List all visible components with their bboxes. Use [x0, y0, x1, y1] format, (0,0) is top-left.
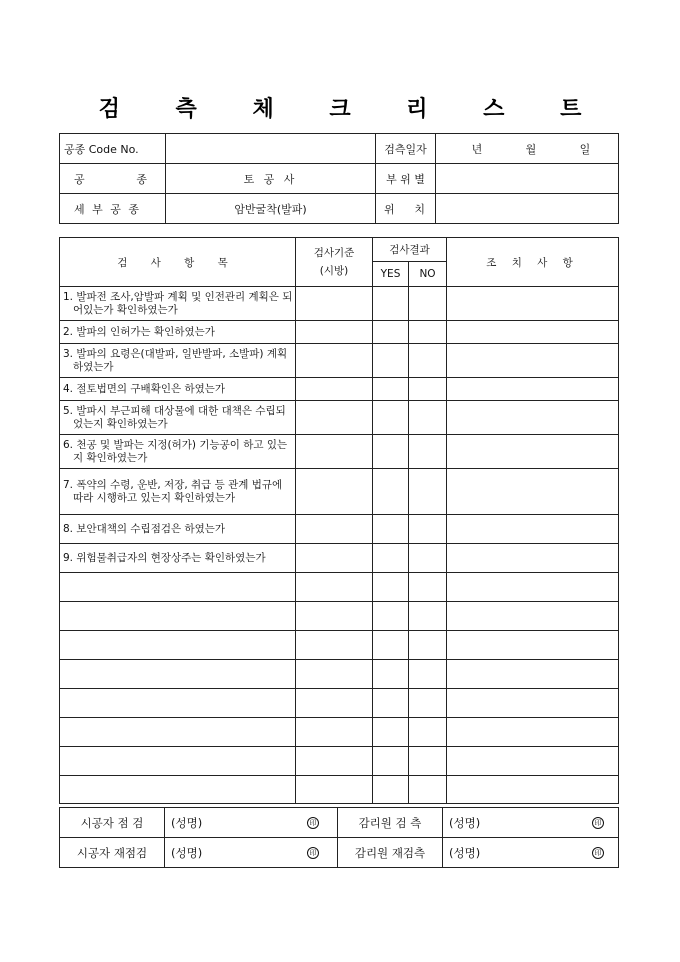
- check-standard-cell[interactable]: [296, 573, 373, 602]
- header-yes: YES: [373, 262, 409, 287]
- checklist-row: [60, 718, 619, 747]
- checklist-row: [60, 515, 619, 544]
- check-yes-cell[interactable]: [373, 344, 409, 378]
- work-type-value[interactable]: 토 공 사: [166, 164, 376, 194]
- check-yes-cell[interactable]: [373, 435, 409, 469]
- check-yes-cell[interactable]: [373, 573, 409, 602]
- detail-value[interactable]: 암반굴착(발파): [166, 194, 376, 224]
- check-no-cell[interactable]: [409, 401, 447, 435]
- check-no-cell[interactable]: [409, 515, 447, 544]
- seal-icon: 印: [307, 817, 319, 829]
- check-item-text: 9. 위험물취급자의 현장상주는 확인하였는가: [60, 544, 296, 573]
- checklist-row: [60, 747, 619, 776]
- check-standard-cell[interactable]: [296, 718, 373, 747]
- check-yes-cell[interactable]: [373, 378, 409, 401]
- check-item-text: [60, 573, 296, 602]
- check-standard-cell[interactable]: [296, 321, 373, 344]
- info-row-detail: [60, 194, 619, 224]
- check-action-cell[interactable]: [447, 344, 619, 378]
- checklist-header-row: [60, 238, 619, 262]
- date-value[interactable]: [436, 134, 619, 164]
- checklist-row: [60, 378, 619, 401]
- check-yes-cell[interactable]: [373, 544, 409, 573]
- header-result: 검사결과: [373, 238, 447, 262]
- check-item-text: 6. 천공 및 발파는 지정(허가) 기능공이 하고 있는지 확인하였는가: [60, 435, 296, 469]
- check-yes-cell[interactable]: [373, 747, 409, 776]
- check-action-cell[interactable]: [447, 401, 619, 435]
- check-standard-cell[interactable]: [296, 660, 373, 689]
- check-action-cell[interactable]: [447, 660, 619, 689]
- check-standard-cell[interactable]: [296, 344, 373, 378]
- check-yes-cell[interactable]: [373, 602, 409, 631]
- check-action-cell[interactable]: [447, 515, 619, 544]
- check-standard-cell[interactable]: [296, 689, 373, 718]
- header-standard: 검사기준 (시방): [296, 238, 373, 287]
- seal-icon: 印: [592, 817, 604, 829]
- check-no-cell[interactable]: [409, 747, 447, 776]
- checklist-row: [60, 631, 619, 660]
- check-no-cell[interactable]: [409, 660, 447, 689]
- check-action-cell[interactable]: [447, 544, 619, 573]
- check-item-text: 3. 발파의 요령은(대발파, 일반발파, 소발파) 계획하였는가: [60, 344, 296, 378]
- check-action-cell[interactable]: [447, 287, 619, 321]
- check-no-cell[interactable]: [409, 544, 447, 573]
- check-no-cell[interactable]: [409, 776, 447, 804]
- checklist-row: [60, 602, 619, 631]
- info-row-code: [60, 134, 619, 164]
- page-title: 검 측 체 크 리 스 트: [98, 96, 606, 122]
- checklist-row: [60, 689, 619, 718]
- header-action: 조 치 사 항: [447, 238, 619, 287]
- seal-icon: 印: [307, 847, 319, 859]
- checklist-row: [60, 435, 619, 469]
- check-yes-cell[interactable]: [373, 718, 409, 747]
- check-standard-cell[interactable]: [296, 602, 373, 631]
- check-no-cell[interactable]: [409, 469, 447, 515]
- check-item-text: [60, 602, 296, 631]
- checklist-row: [60, 469, 619, 515]
- checklist-body: [60, 287, 619, 804]
- check-standard-cell[interactable]: [296, 776, 373, 804]
- check-item-text: [60, 747, 296, 776]
- checklist-row: [60, 321, 619, 344]
- check-yes-cell[interactable]: [373, 689, 409, 718]
- checklist-table: [59, 237, 619, 804]
- check-yes-cell[interactable]: [373, 660, 409, 689]
- date-year: 년: [471, 142, 483, 156]
- date-label: 검측일자: [376, 134, 436, 164]
- check-action-cell[interactable]: [447, 321, 619, 344]
- sign-label-contractor-check: 시공자 점 검: [60, 808, 165, 838]
- sign-field-contractor-recheck[interactable]: (성명) 印: [165, 838, 338, 868]
- checklist-row: [60, 573, 619, 602]
- check-yes-cell[interactable]: [373, 401, 409, 435]
- check-standard-cell[interactable]: [296, 287, 373, 321]
- check-no-cell[interactable]: [409, 689, 447, 718]
- sign-field-contractor-check[interactable]: (성명) 印: [165, 808, 338, 838]
- checklist-row: [60, 544, 619, 573]
- check-no-cell[interactable]: [409, 344, 447, 378]
- check-item-text: [60, 660, 296, 689]
- date-day: 일: [579, 142, 591, 156]
- check-standard-cell[interactable]: [296, 469, 373, 515]
- check-yes-cell[interactable]: [373, 631, 409, 660]
- check-standard-cell[interactable]: [296, 401, 373, 435]
- check-standard-cell[interactable]: [296, 631, 373, 660]
- check-item-text: [60, 631, 296, 660]
- check-no-cell[interactable]: [409, 435, 447, 469]
- check-action-cell[interactable]: [447, 573, 619, 602]
- info-row-work-type: [60, 164, 619, 194]
- signature-row-2: [60, 838, 619, 868]
- checklist-row: [60, 287, 619, 321]
- check-action-cell[interactable]: [447, 747, 619, 776]
- info-table: [59, 133, 619, 224]
- check-action-cell[interactable]: [447, 469, 619, 515]
- check-no-cell[interactable]: [409, 287, 447, 321]
- check-action-cell[interactable]: [447, 631, 619, 660]
- check-yes-cell[interactable]: [373, 469, 409, 515]
- check-no-cell[interactable]: [409, 321, 447, 344]
- check-no-cell[interactable]: [409, 631, 447, 660]
- check-action-cell[interactable]: [447, 776, 619, 804]
- sign-label-supervisor-check: 감리원 검 측: [338, 808, 443, 838]
- part-label: 부 위 별: [376, 164, 436, 194]
- check-no-cell[interactable]: [409, 718, 447, 747]
- check-yes-cell[interactable]: [373, 515, 409, 544]
- check-action-cell[interactable]: [447, 378, 619, 401]
- check-yes-cell[interactable]: [373, 321, 409, 344]
- location-value[interactable]: [436, 194, 619, 224]
- work-type-label: 공 종: [60, 164, 166, 194]
- check-standard-cell[interactable]: [296, 515, 373, 544]
- check-item-text: 5. 발파시 부근피해 대상물에 대한 대책은 수립되었는지 확인하였는가: [60, 401, 296, 435]
- sign-field-supervisor-check[interactable]: (성명) 印: [443, 808, 619, 838]
- checklist-row: [60, 776, 619, 804]
- seal-icon: 印: [592, 847, 604, 859]
- date-month: 월: [525, 142, 537, 156]
- check-standard-cell[interactable]: [296, 544, 373, 573]
- check-no-cell[interactable]: [409, 573, 447, 602]
- check-item-text: [60, 776, 296, 804]
- header-item: 검 사 항 목: [60, 238, 296, 287]
- code-label: 공종 Code No.: [60, 134, 166, 164]
- check-yes-cell[interactable]: [373, 776, 409, 804]
- check-action-cell[interactable]: [447, 689, 619, 718]
- check-action-cell[interactable]: [447, 718, 619, 747]
- signature-row-1: [60, 808, 619, 838]
- check-item-text: [60, 689, 296, 718]
- sign-label-supervisor-recheck: 감리원 재검측: [338, 838, 443, 868]
- check-action-cell[interactable]: [447, 435, 619, 469]
- check-item-text: 4. 절토법면의 구배확인은 하였는가: [60, 378, 296, 401]
- check-item-text: 7. 폭약의 수령, 운반, 저장, 취급 등 관계 법규에 따라 시행하고 있는지 확인하였는가: [60, 469, 296, 515]
- signature-table: [59, 807, 619, 868]
- header-no: NO: [409, 262, 447, 287]
- code-value[interactable]: [166, 134, 376, 164]
- check-standard-cell[interactable]: [296, 747, 373, 776]
- checklist-row: [60, 660, 619, 689]
- location-label: 위 치: [376, 194, 436, 224]
- check-item-text: 2. 발파의 인허가는 확인하였는가: [60, 321, 296, 344]
- checklist-row: [60, 401, 619, 435]
- check-standard-cell[interactable]: [296, 435, 373, 469]
- detail-label: 세 부 공 종: [60, 194, 166, 224]
- check-no-cell[interactable]: [409, 378, 447, 401]
- check-item-text: 8. 보안대책의 수립점검은 하였는가: [60, 515, 296, 544]
- check-standard-cell[interactable]: [296, 378, 373, 401]
- checklist-row: [60, 344, 619, 378]
- sign-field-supervisor-recheck[interactable]: (성명) 印: [443, 838, 619, 868]
- check-item-text: 1. 발파전 조사,암발파 계획 및 인전관리 계획은 되어있는가 확인하였는가: [60, 287, 296, 321]
- part-value[interactable]: [436, 164, 619, 194]
- check-no-cell[interactable]: [409, 602, 447, 631]
- check-yes-cell[interactable]: [373, 287, 409, 321]
- check-action-cell[interactable]: [447, 602, 619, 631]
- check-item-text: [60, 718, 296, 747]
- sign-label-contractor-recheck: 시공자 재점검: [60, 838, 165, 868]
